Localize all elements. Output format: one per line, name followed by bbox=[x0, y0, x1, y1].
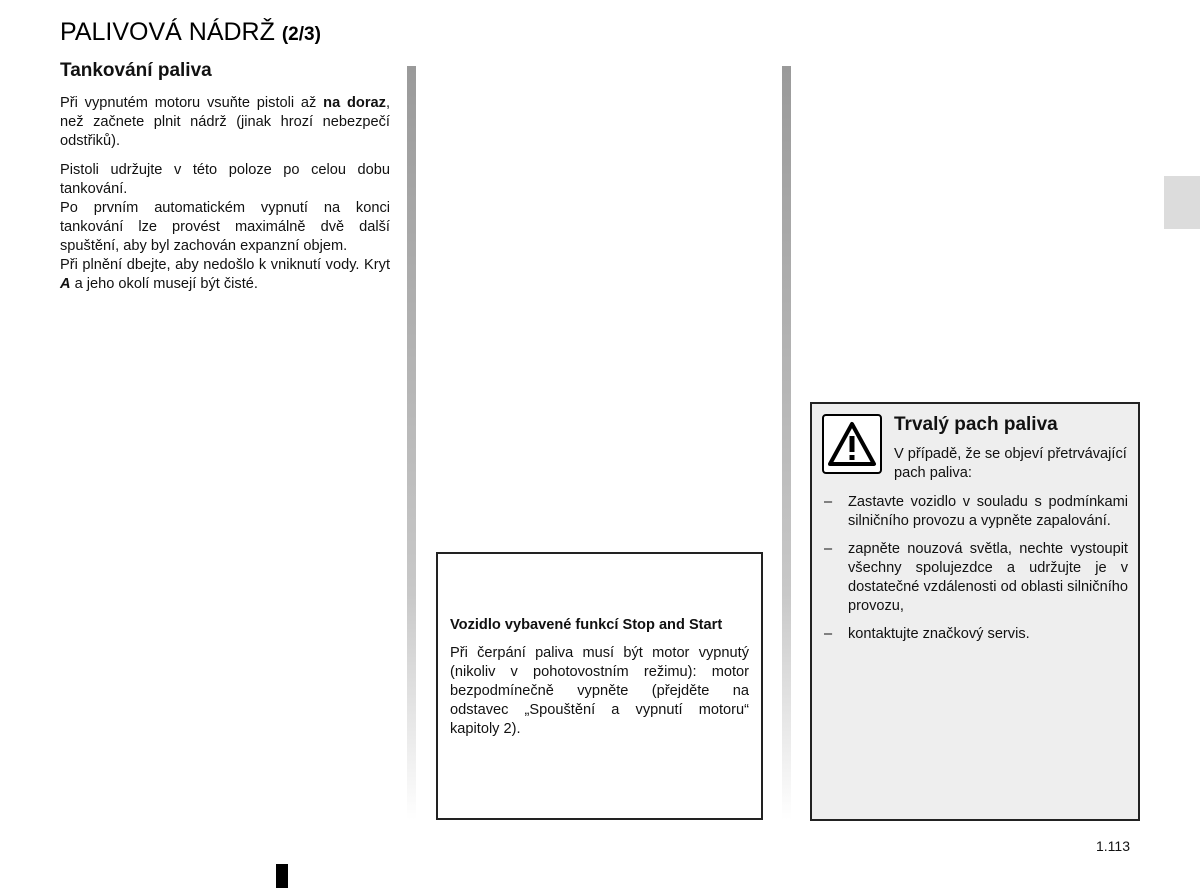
chapter-tab bbox=[1164, 176, 1200, 229]
note-text: Při čerpání paliva musí být motor vypnutý (nikoliv v pohotovostním režimu): motor bezpodmínečně vypněte (přejděte na odstavec „Spouštění a vypnutí motoru“ kapitoly 2). bbox=[450, 645, 749, 737]
p1-text-a: Při vypnutém motoru vsuňte pistoli až bbox=[60, 95, 324, 111]
p4-text-a: Při plnění dbejte, aby nedošlo k vniknutí vody. Kryt bbox=[60, 257, 390, 273]
page-title bbox=[60, 18, 321, 47]
list-item-text: Zastavte vozidlo v souladu s podmínkami silničního provozu a vypněte zapalování. bbox=[848, 494, 1128, 529]
title-part-indicator: (2/3) bbox=[281, 24, 321, 45]
warning-triangle-icon bbox=[822, 414, 882, 474]
page-number: 1.113 bbox=[1096, 838, 1130, 854]
list-item bbox=[822, 493, 1128, 531]
list-item-text: kontaktujte značkový servis. bbox=[848, 626, 1030, 642]
list-bullet: – bbox=[824, 541, 833, 557]
cover-reference: A bbox=[60, 276, 71, 292]
warning-box bbox=[810, 402, 1140, 821]
crop-mark bbox=[276, 864, 288, 888]
section-heading: Tankování paliva bbox=[60, 60, 212, 81]
list-item bbox=[822, 625, 1128, 644]
column-divider-left bbox=[407, 66, 416, 820]
list-item-text: zapněte nouzová světla, nechte vystoupit všechny spolujezdce a udržujte je v dostatečné vzdálenosti od oblasti silničního provozu, bbox=[848, 541, 1128, 614]
refuelling-section bbox=[60, 60, 390, 294]
p4-text-c: a jeho okolí musejí být čisté. bbox=[70, 276, 258, 292]
warning-steps-list bbox=[822, 493, 1128, 653]
paragraph-3: Po prvním automatickém vypnutí na konci tankování lze provést maximálně dvě další spuštění, aby byl zachován expanzní objem. bbox=[60, 200, 390, 254]
list-item bbox=[822, 540, 1128, 616]
column-divider-right bbox=[782, 66, 791, 820]
p1-emphasis: na doraz bbox=[323, 95, 386, 111]
list-bullet: – bbox=[824, 494, 833, 510]
warning-heading: Trvalý pach paliva bbox=[894, 414, 1058, 435]
warning-intro: V případě, že se objeví přetrvávající pach paliva: bbox=[894, 446, 1127, 481]
paragraph-4 bbox=[60, 256, 390, 294]
paragraph-1 bbox=[60, 94, 390, 151]
note-heading: Vozidlo vybavené funkcí Stop and Start bbox=[450, 617, 723, 633]
stop-start-note-box bbox=[436, 552, 763, 820]
title-text: PALIVOVÁ NÁDRŽ bbox=[60, 18, 275, 46]
paragraph-2: Pistoli udržujte v této poloze po celou dobu tankování. bbox=[60, 162, 390, 197]
list-bullet: – bbox=[824, 626, 833, 642]
p1-text-c: , než začnete plnit nádrž (jinak hrozí nebezpečí odstřiků). bbox=[60, 95, 390, 149]
